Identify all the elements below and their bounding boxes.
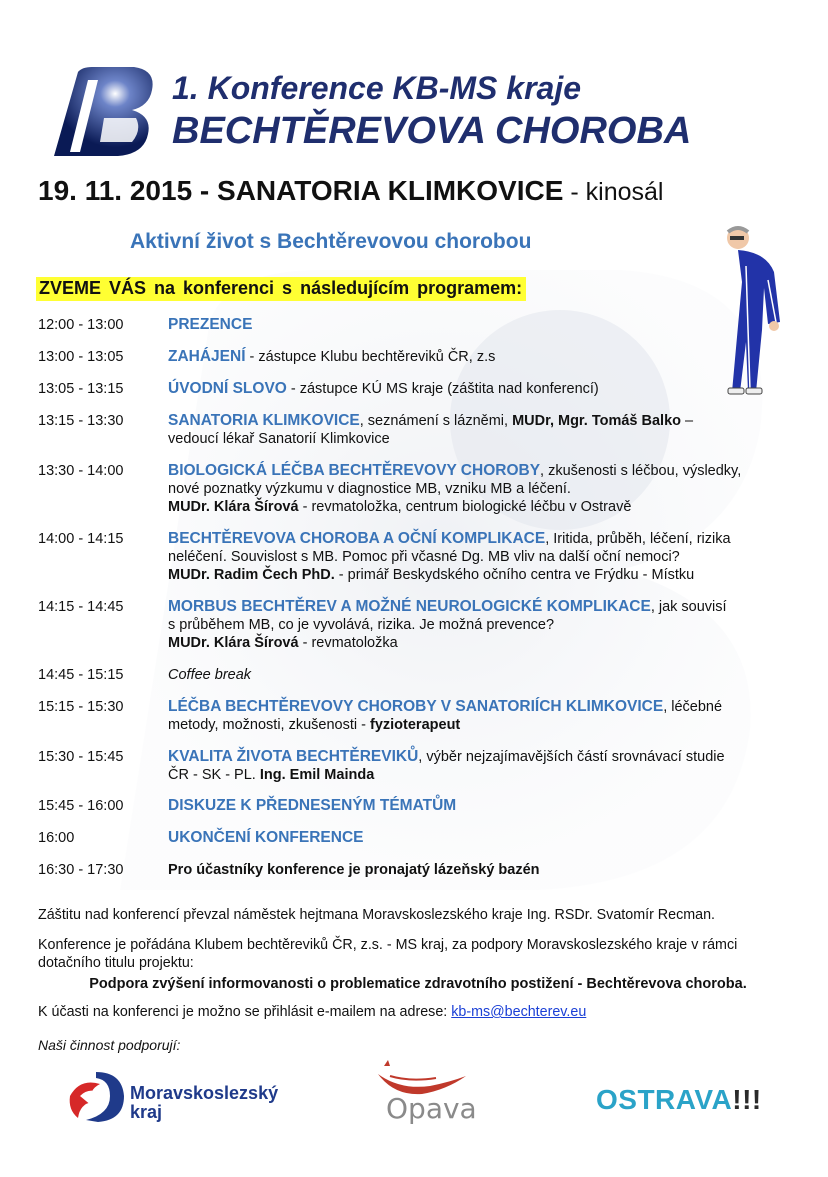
msk-emblem-icon: [66, 1066, 128, 1126]
program-speaker: MUDr. Radim Čech PhD.: [168, 567, 335, 583]
program-title: Pro účastníky konference je pronajatý lázeňský bazén: [168, 862, 540, 878]
program-speaker: Ing. Emil Mainda: [259, 767, 375, 783]
program-time: 16:00: [38, 830, 75, 846]
program-time: 15:45 - 16:00: [38, 798, 124, 814]
program-speaker-role: - revmatoložka, centrum biologické léčbu v Ostravě: [298, 499, 632, 515]
program-desc: , výběr nejzajímavějších částí srovnávací studie: [418, 749, 725, 765]
project-title: Podpora zvýšení informovanosti o problematice zdravotního postižení - Bechtěrevova choroba.: [89, 976, 747, 992]
registration-email-link[interactable]: kb-ms@bechterev.eu: [451, 1004, 587, 1020]
registration-note: [38, 1003, 798, 1021]
program-time: 15:30 - 15:45: [38, 749, 124, 765]
date-venue-text: 19. 11. 2015 - SANATORIA KLIMKOVICE: [38, 175, 564, 206]
conference-logo: [52, 66, 156, 158]
program-desc-line2: neléčení. Souvislost s MB. Pomoc při včasné Dg. MB vliv na další oční nemoci?: [168, 549, 680, 565]
program-time: 14:15 - 14:45: [38, 599, 124, 615]
program-title: ZAHÁJENÍ: [168, 348, 246, 365]
opava-logo-text: Opava: [386, 1092, 477, 1125]
ostrava-logo-text: OSTRAVA: [596, 1084, 733, 1115]
program-speaker: MUDr. Klára Šírová: [168, 635, 299, 651]
program-desc: - zástupce KÚ MS kraje (záštita nad konferencí): [286, 381, 599, 397]
registration-text: K účasti na konferenci je možno se přihlásit e-mailem na adrese:: [38, 1004, 452, 1020]
invitation-banner: ZVEME VÁS na konferenci s následujícím programem:: [36, 277, 526, 301]
program-title: KVALITA ŽIVOTA BECHTĚREVIKŮ: [168, 748, 419, 765]
program-time: 15:15 - 15:30: [38, 699, 124, 715]
ostrava-logo: [596, 1084, 762, 1116]
program-title: UKONČENÍ KONFERENCE: [168, 829, 364, 846]
program-time: 13:30 - 14:00: [38, 463, 124, 479]
program-desc: , léčebné: [663, 699, 723, 715]
msk-logo-line1: Moravskoslezský: [130, 1083, 279, 1103]
ostrava-logo-marks: !!!: [732, 1084, 762, 1115]
walking-man-illustration: [716, 222, 796, 397]
program-title: DISKUZE K PŘEDNESENÝM TÉMATŮM: [168, 797, 457, 814]
sponsors-label: Naši činnost podporují:: [38, 1037, 181, 1053]
msk-logo-text: [130, 1084, 278, 1122]
organizer-line1: Konference je pořádána Klubem bechtěreviků ČR, z.s. - MS kraj, za podpory Moravskoslezského kraje v rámci: [38, 937, 738, 953]
program-title: MORBUS BECHTĚREV A MOŽNÉ NEUROLOGICKÉ KOMPLIKACE: [168, 598, 651, 615]
program-title: LÉČBA BECHTĚREVOVY CHOROBY V SANATORIÍCH KLIMKOVICE: [168, 698, 664, 715]
conference-motto: Aktivní život s Bechtěrevovou chorobou: [130, 230, 532, 253]
program-speaker: MUDr, Mgr. Tomáš Balko: [512, 413, 682, 429]
program-speaker: MUDr. Klára Šírová: [168, 499, 299, 515]
opava-logo: [370, 1060, 490, 1128]
patronage-note: Záštitu nad konferencí převzal náměstek hejtmana Moravskoslezského kraje Ing. RSDr. Svatomír Recman.: [38, 907, 716, 923]
moravskoslezsky-kraj-logo: [66, 1066, 279, 1126]
date-venue: [38, 175, 663, 207]
program-speaker: fyzioterapeut: [370, 717, 461, 733]
msk-logo-line2: kraj: [130, 1102, 163, 1122]
program-desc: - zástupce Klubu bechtěreviků ČR, z.s: [245, 349, 496, 365]
program-title: BIOLOGICKÁ LÉČBA BECHTĚREVOVY CHOROBY: [168, 462, 541, 479]
program-title: ÚVODNÍ SLOVO: [168, 380, 287, 397]
program-speaker-role: - primář Beskydského očního centra ve Frýdku - Místku: [334, 567, 695, 583]
program-speaker-role: - revmatoložka: [298, 635, 398, 651]
program-time: 13:15 - 13:30: [38, 413, 124, 429]
program-desc: , zkušenosti s léčbou, výsledky,: [540, 463, 742, 479]
program-time: 16:30 - 17:30: [38, 862, 124, 878]
program-title: BECHTĚREVOVA CHOROBA A OČNÍ KOMPLIKACE: [168, 530, 546, 547]
program-time: 13:00 - 13:05: [38, 349, 124, 365]
program-desc: , seznámení s lázněmi,: [359, 413, 513, 429]
program-desc-line2: vedoucí lékař Sanatorií Klimkovice: [168, 431, 390, 447]
program-time: 12:00 - 13:00: [38, 317, 124, 333]
program-desc-line2: ČR - SK - PL.: [168, 767, 260, 783]
conference-title: 1. Konference KB-MS kraje: [172, 70, 582, 106]
program-desc-end: –: [681, 413, 694, 429]
program-desc-line2: nové poznatky výzkumu v diagnostice MB, vzniku MB a léčení.: [168, 481, 571, 497]
program-time: 14:45 - 15:15: [38, 667, 124, 683]
program-time: 13:05 - 13:15: [38, 381, 124, 397]
organizer-note: [38, 936, 798, 972]
program-desc-line2: metody, možnosti, zkušenosti -: [168, 717, 371, 733]
organizer-line2: dotačního titulu projektu:: [38, 955, 194, 971]
program-desc: , Iritida, průběh, léčení, rizika: [545, 531, 731, 547]
program-title: SANATORIA KLIMKOVICE: [168, 412, 360, 429]
program-title: Coffee break: [168, 667, 252, 683]
program-desc: , jak souvisí: [650, 599, 727, 615]
program-time: 14:00 - 14:15: [38, 531, 124, 547]
program-desc-line2: s průběhem MB, co je vyvolává, rizika. Je možná prevence?: [168, 617, 555, 633]
program-title: PREZENCE: [168, 316, 253, 333]
conference-subject: BECHTĚREVOVA CHOROBA: [172, 110, 692, 152]
venue-room: - kinosál: [563, 178, 664, 206]
